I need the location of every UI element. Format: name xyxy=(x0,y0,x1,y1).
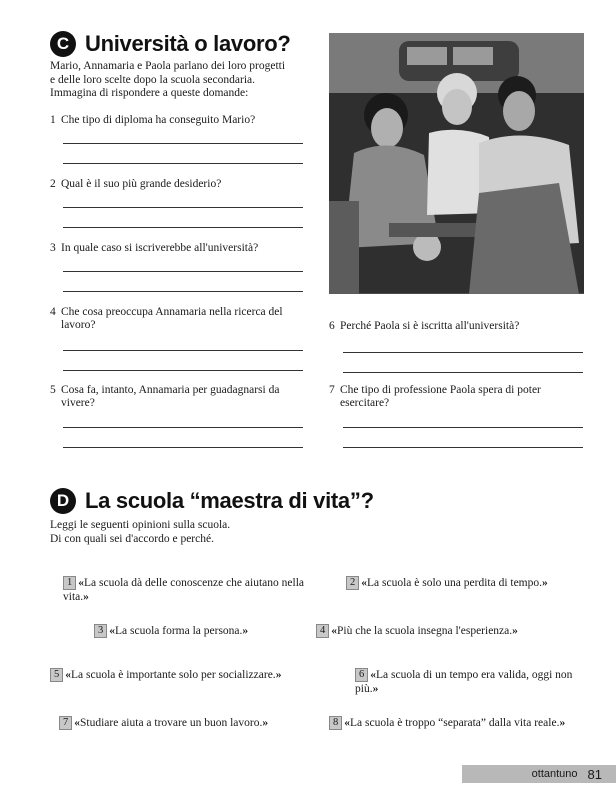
section-d-title: La scuola “maestra di vita”? xyxy=(85,488,374,513)
answer-line[interactable] xyxy=(343,427,583,428)
section-c-badge: C xyxy=(50,31,76,57)
answer-line[interactable] xyxy=(63,227,303,228)
page-footer xyxy=(462,765,616,783)
opinion-2: 2 «La scuola è solo una perdita di tempo.» xyxy=(346,576,596,590)
section-d-heading xyxy=(50,488,374,514)
answer-line[interactable] xyxy=(63,143,303,144)
opinion-8: 8 «La scuola è troppo “separata” dalla vita reale.» xyxy=(329,716,584,730)
opinion-5: 5 «La scuola è importante solo per socializzare.» xyxy=(50,668,340,682)
answer-line[interactable] xyxy=(63,350,303,351)
answer-line[interactable] xyxy=(343,372,583,373)
answer-line[interactable] xyxy=(63,427,303,428)
opinion-7: 7 «Studiare aiuta a trovare un buon lavoro.» xyxy=(59,716,329,730)
answer-line[interactable] xyxy=(63,447,303,448)
opinion-4: 4 «Più che la scuola insegna l'esperienza.» xyxy=(316,624,576,638)
question-5: 5 Cosa fa, intanto, Annamaria per guadagnarsi da vivere? xyxy=(50,384,280,409)
photo-illustration xyxy=(329,33,584,294)
answer-line[interactable] xyxy=(63,291,303,292)
answer-line[interactable] xyxy=(343,447,583,448)
page-number-word: ottantuno xyxy=(531,768,578,780)
question-4: 4 Che cosa preoccupa Annamaria nella ricerca del lavoro? xyxy=(50,306,283,331)
opinion-1: 1 «La scuola dà delle conoscenze che aiutano nella vita.» xyxy=(63,577,304,603)
question-3: 3 In quale caso si iscriverebbe all'università? xyxy=(50,242,259,254)
question-7: 7 Che tipo di professione Paola spera di poter esercitare? xyxy=(329,384,541,409)
answer-line[interactable] xyxy=(63,370,303,371)
section-d-intro: Leggi le seguenti opinioni sulla scuola. Di con quali sei d'accordo e perché. xyxy=(50,519,231,545)
answer-line[interactable] xyxy=(343,352,583,353)
opinion-3: 3 «La scuola forma la persona.» xyxy=(94,624,314,638)
page-number: 81 xyxy=(587,766,602,782)
opinion-6: 6 «La scuola di un tempo era valida, oggi non più.» xyxy=(355,669,573,695)
question-2: 2 Qual è il suo più grande desiderio? xyxy=(50,178,222,190)
section-c-title: Università o lavoro? xyxy=(85,31,291,56)
answer-line[interactable] xyxy=(63,163,303,164)
question-6: 6 Perché Paola si è iscritta all'università? xyxy=(329,320,520,332)
answer-line[interactable] xyxy=(63,271,303,272)
section-c-intro: Mario, Annamaria e Paola parlano dei loro progetti e delle loro scelte dopo la scuola secondaria. Immagina di rispondere a queste domande: xyxy=(50,60,286,99)
question-1: 1 Che tipo di diploma ha conseguito Mario? xyxy=(50,114,256,126)
photo-three-students xyxy=(329,33,584,294)
answer-line[interactable] xyxy=(63,207,303,208)
section-d-badge: D xyxy=(50,488,76,514)
section-c-heading xyxy=(50,31,291,57)
